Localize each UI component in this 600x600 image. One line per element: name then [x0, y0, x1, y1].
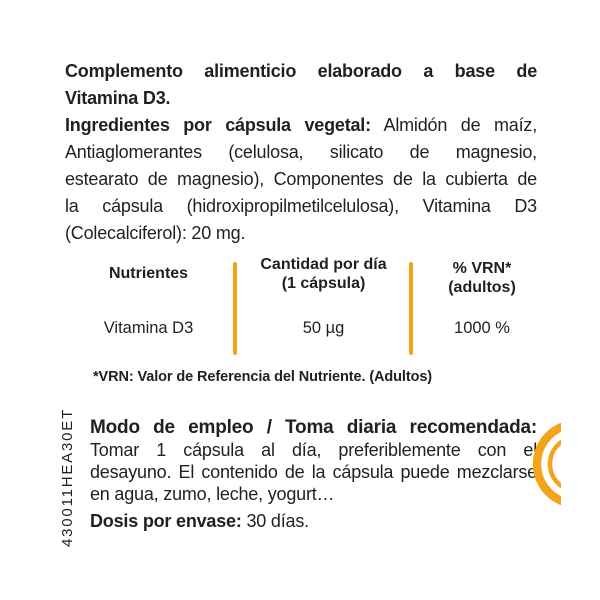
- ingredients-line-5: (Colecalciferol): 20 mg.: [65, 223, 246, 243]
- vrn-header-line-1: % VRN*: [452, 260, 512, 277]
- usage-line-2: desayuno. El contenido de la cápsula puede mezclarse: [90, 462, 537, 482]
- dose-line: [90, 511, 537, 532]
- amount-column: [237, 255, 410, 338]
- nutrient-name-cell: Vitamina D3: [103, 319, 194, 337]
- intro-line-1: Complemento alimenticio elaborado a base de: [65, 61, 537, 81]
- ingredients-line-3: estearato de magnesio), Componentes de la cubierta de: [65, 169, 537, 189]
- amount-column-header: [237, 255, 410, 303]
- nutrients-column-header: Nutrientes: [108, 265, 189, 282]
- intro-line-2: Vitamina D3.: [65, 88, 171, 108]
- usage-line-3: en agua, zumo, leche, yogurt…: [90, 484, 335, 504]
- label-top-text: [65, 58, 537, 247]
- amount-header-line-2: (1 cápsula): [281, 275, 366, 292]
- vrn-header-line-2: (adultos): [448, 279, 516, 296]
- amount-cell: 50 µg: [302, 319, 345, 337]
- vrn-column-header: [412, 255, 552, 303]
- vrn-column: [412, 255, 552, 338]
- usage-section: [90, 416, 537, 505]
- concentric-rings-logo-icon: [533, 423, 561, 505]
- dose-value: 30 días.: [246, 511, 309, 531]
- nutrients-column: [65, 255, 232, 338]
- batch-code-vertical: 430011HEA30ET: [59, 407, 76, 547]
- usage-line-1: Tomar 1 cápsula al día, preferiblemente con el: [90, 440, 537, 460]
- ingredients-line-4: la cápsula (hidroxipropilmetilcelulosa), Vitamina D3: [65, 196, 537, 216]
- ingredients-line-2: Antiaglomerantes (celulosa, silicato de magnesio,: [65, 142, 537, 162]
- ingredients-line-1: [65, 112, 537, 139]
- amount-header-line-1: Cantidad por día: [260, 256, 387, 273]
- ingredients-line-1-rest: Almidón de maíz,: [383, 115, 538, 135]
- dose-label: Dosis por envase:: [90, 511, 242, 531]
- usage-heading: Modo de empleo / Toma diaria recomendada:: [90, 417, 537, 438]
- vrn-cell: 1000 %: [454, 319, 510, 337]
- vrn-footnote: *VRN: Valor de Referencia del Nutriente. (Adultos): [93, 369, 433, 385]
- ingredients-label: Ingredientes por cápsula vegetal:: [65, 115, 371, 135]
